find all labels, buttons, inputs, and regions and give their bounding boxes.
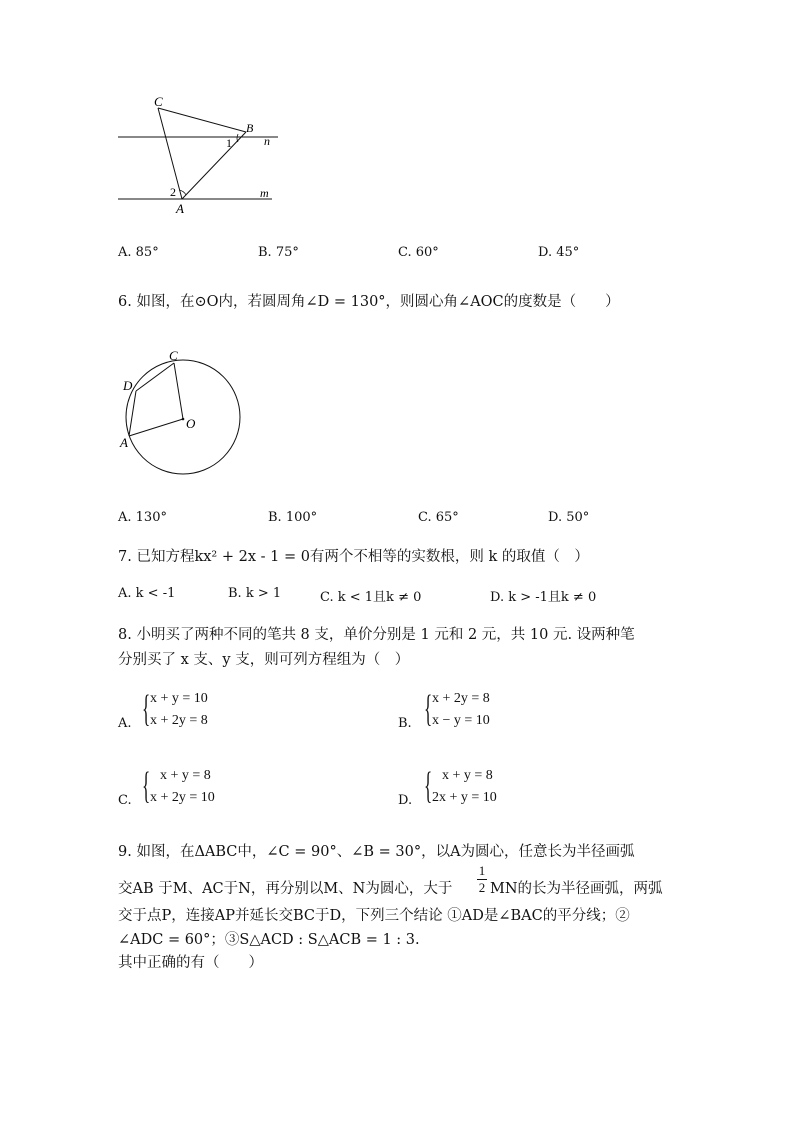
- q8-option-a-letter: A.: [118, 716, 132, 731]
- segment-AO: [129, 419, 183, 436]
- label-n: n: [264, 134, 270, 148]
- q9-line-2a: 交AB 于M、AC于N，再分别以M、N为圆心，大于: [118, 881, 453, 897]
- fraction-denominator: 2: [478, 880, 486, 895]
- q6-option-c: C. 65°: [418, 510, 459, 525]
- figure-circle: [112, 344, 252, 479]
- label-C: C: [169, 348, 178, 363]
- brace: {: [142, 688, 151, 730]
- equation-1: x + y = 8: [160, 768, 211, 783]
- equation-1: x + y = 8: [442, 768, 493, 783]
- brace: {: [142, 765, 151, 807]
- q6-option-d: D. 50°: [548, 510, 590, 525]
- q5-option-b: B. 75°: [258, 245, 299, 260]
- q5-option-c: C. 60°: [398, 245, 439, 260]
- brace: {: [424, 688, 433, 730]
- fraction-numerator: 1: [478, 863, 486, 878]
- label-m: m: [260, 186, 269, 200]
- brace: {: [424, 765, 433, 807]
- equation-1: x + 2y = 8: [432, 691, 490, 706]
- q5-option-a: A. 85°: [118, 245, 159, 260]
- q9-line-5: 其中正确的有（ ）: [118, 955, 263, 971]
- segment-CO: [174, 363, 183, 419]
- label-A: A: [176, 201, 184, 216]
- q8-option-c-system: [142, 765, 215, 809]
- label-A: A: [120, 435, 128, 450]
- label-angle-1: 1: [226, 136, 232, 150]
- q8-option-a-system: [142, 688, 208, 732]
- equation-1: x + y = 10: [150, 691, 208, 706]
- q8-option-c-letter: C.: [118, 793, 132, 808]
- q7-option-b: B. k > 1: [228, 586, 282, 601]
- q8-option-d-system: [424, 765, 497, 809]
- q6-option-a: A. 130°: [118, 510, 167, 525]
- q7-option-c: C. k < 1且k ≠ 0: [320, 590, 422, 605]
- equation-2: x + 2y = 8: [150, 713, 208, 728]
- q8-option-b-letter: B.: [398, 716, 412, 731]
- segment-DA: [129, 391, 136, 436]
- label-C: C: [154, 94, 163, 109]
- center-point: [182, 418, 185, 421]
- q9-line-4: ∠ADC = 60°；③S△ACD : S△ACB = 1 : 3.: [118, 932, 420, 948]
- q9-line-2b: MN的长为半径画弧，两弧: [490, 881, 663, 897]
- q7-text: 7. 已知方程kx² + 2x - 1 = 0有两个不相等的实数根，则 k 的取值（ ）: [118, 549, 589, 565]
- label-D: D: [123, 378, 133, 393]
- equation-2: x + 2y = 10: [150, 790, 215, 805]
- q8-line-1: 8. 小明买了两种不同的笔共 8 支，单价分别是 1 元和 2 元，共 10 元. 设两种笔: [118, 627, 635, 643]
- equation-2: x − y = 10: [432, 713, 490, 728]
- segment-CB: [158, 108, 246, 132]
- q7-option-d: D. k > -1且k ≠ 0: [490, 590, 597, 605]
- q9-fraction: [477, 864, 487, 895]
- q6-option-b: B. 100°: [268, 510, 318, 525]
- q7-option-a: A. k < -1: [118, 586, 176, 601]
- q9-line-3: 交于点P，连接AP并延长交BC于D，下列三个结论 ①AD是∠BAC的平分线；②: [118, 908, 630, 924]
- q9-line-1: 9. 如图，在ΔABC中，∠C = 90°、∠B = 30°，以A为圆心，任意长为半径画弧: [118, 844, 635, 860]
- q8-line-2: 分别买了 x 支、y 支，则可列方程组为（ ）: [118, 652, 410, 668]
- equation-2: 2x + y = 10: [432, 790, 497, 805]
- label-angle-2: 2: [170, 185, 176, 199]
- label-B: B: [246, 121, 254, 135]
- q6-text: 6. 如图，在⊙O内，若圆周角∠D = 130°，则圆心角∠AOC的度数是（ ）: [118, 294, 620, 310]
- segment-AB: [182, 132, 246, 199]
- q8-option-b-system: [424, 688, 490, 732]
- figure-parallel-lines: [110, 90, 290, 220]
- label-O: O: [186, 416, 196, 431]
- q5-option-d: D. 45°: [538, 245, 580, 260]
- q8-option-d-letter: D.: [398, 793, 413, 808]
